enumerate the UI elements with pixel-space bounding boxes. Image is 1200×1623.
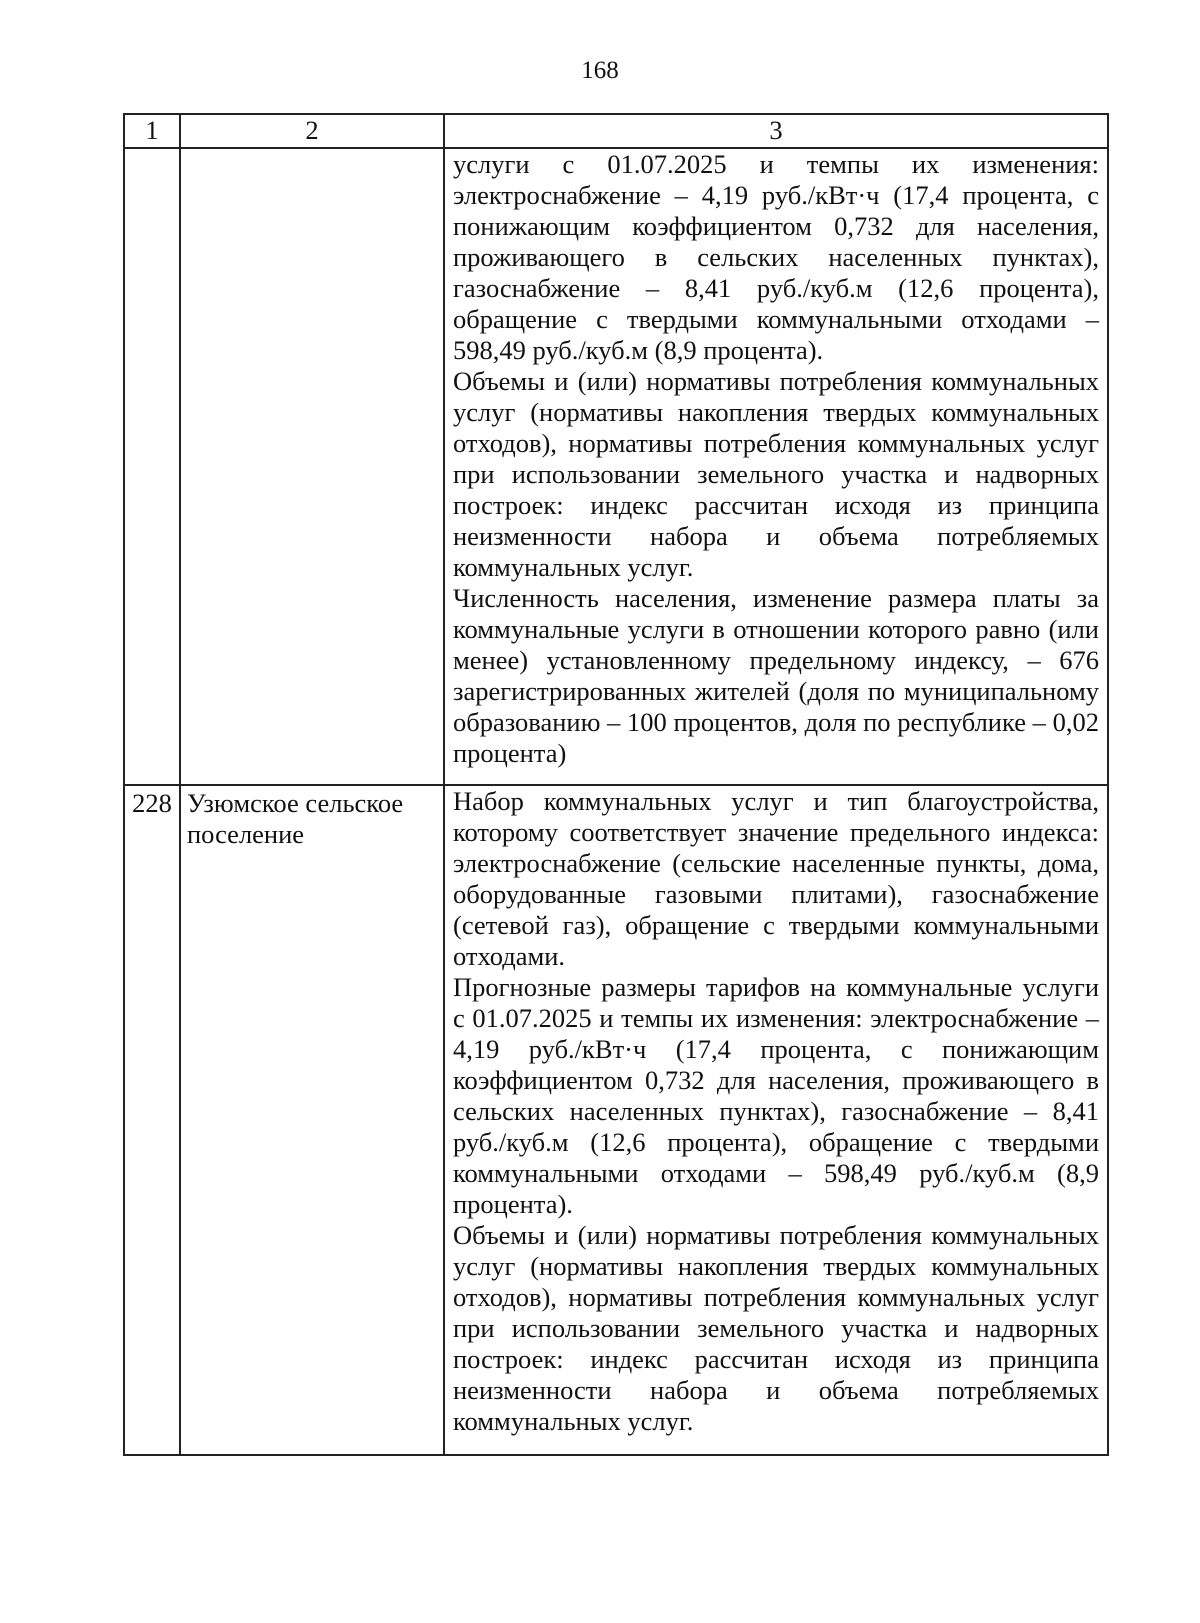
volumes-paragraph: Объемы и (или) нормативы потребления коммунальных услуг (нормативы накопления твердых коммунальных отходов), нормативы потребления коммунальных услуг при использовании земельного участка и надворных построек: индекс рассчитан исходя из принципа неизменности набора и объема потребляемых коммунальных услуг. — [453, 1220, 1099, 1436]
row-number-cell: 228 — [124, 785, 180, 1455]
table-row-continuation — [124, 148, 1108, 785]
description-cell — [444, 785, 1108, 1455]
municipality-name-cell: Узюмское сельское поселение — [180, 785, 444, 1455]
page-number: 168 — [581, 57, 619, 84]
header-cell-3: 3 — [444, 114, 1108, 148]
volumes-paragraph: Объемы и (или) нормативы потребления коммунальных услуг (нормативы накопления твердых коммунальных отходов), нормативы потребления коммунальных услуг при использовании земельного участка и надворных построек: индекс рассчитан исходя из принципа неизменности набора и объема потребляемых коммунальных услуг. — [453, 366, 1099, 582]
row-number-cell — [124, 148, 180, 785]
tariff-paragraph: Прогнозные размеры тарифов на коммунальные услуги с 01.07.2025 и темпы их изменения: электроснабжение – 4,19 руб./кВт·ч (17,4 процента, с понижающим коэффициентом 0,732 для населения, проживающего в сельских населенных пунктах), газоснабжение – 8,41 руб./куб.м (12,6 процента), обращение с твердыми коммунальными отходами – 598,49 руб./куб.м (8,9 процента). — [453, 972, 1099, 1219]
services-set-paragraph: Набор коммунальных услуг и тип благоустройства, которому соответствует значение предельного индекса: электроснабжение (сельские населенные пункты, дома, оборудованные газовыми плитами), газоснабжение (сетевой газ), обращение с твердыми коммунальными отходами. — [453, 786, 1099, 971]
document-table — [123, 113, 1109, 1456]
header-cell-2: 2 — [180, 114, 444, 148]
population-paragraph: Численность населения, изменение размера платы за коммунальные услуги в отношении которого равно (или менее) установленному предельному индексу, – 676 зарегистрированных жителей (доля по муниципальному образованию – 100 процентов, доля по республике – 0,02 процента) — [453, 583, 1099, 768]
table-row-228 — [124, 785, 1108, 1455]
tariff-paragraph: услуги с 01.07.2025 и темпы их изменения: электроснабжение – 4,19 руб./кВт·ч (17,4 процента, с понижающим коэффициентом 0,732 для населения, проживающего в сельских населенных пунктах), газоснабжение – 8,41 руб./куб.м (12,6 процента), обращение с твердыми коммунальными отходами – 598,49 руб./куб.м (8,9 процента). — [453, 149, 1099, 365]
header-cell-1: 1 — [124, 114, 180, 148]
description-cell — [444, 148, 1108, 785]
municipality-name-cell — [180, 148, 444, 785]
table-header-row — [124, 114, 1108, 148]
